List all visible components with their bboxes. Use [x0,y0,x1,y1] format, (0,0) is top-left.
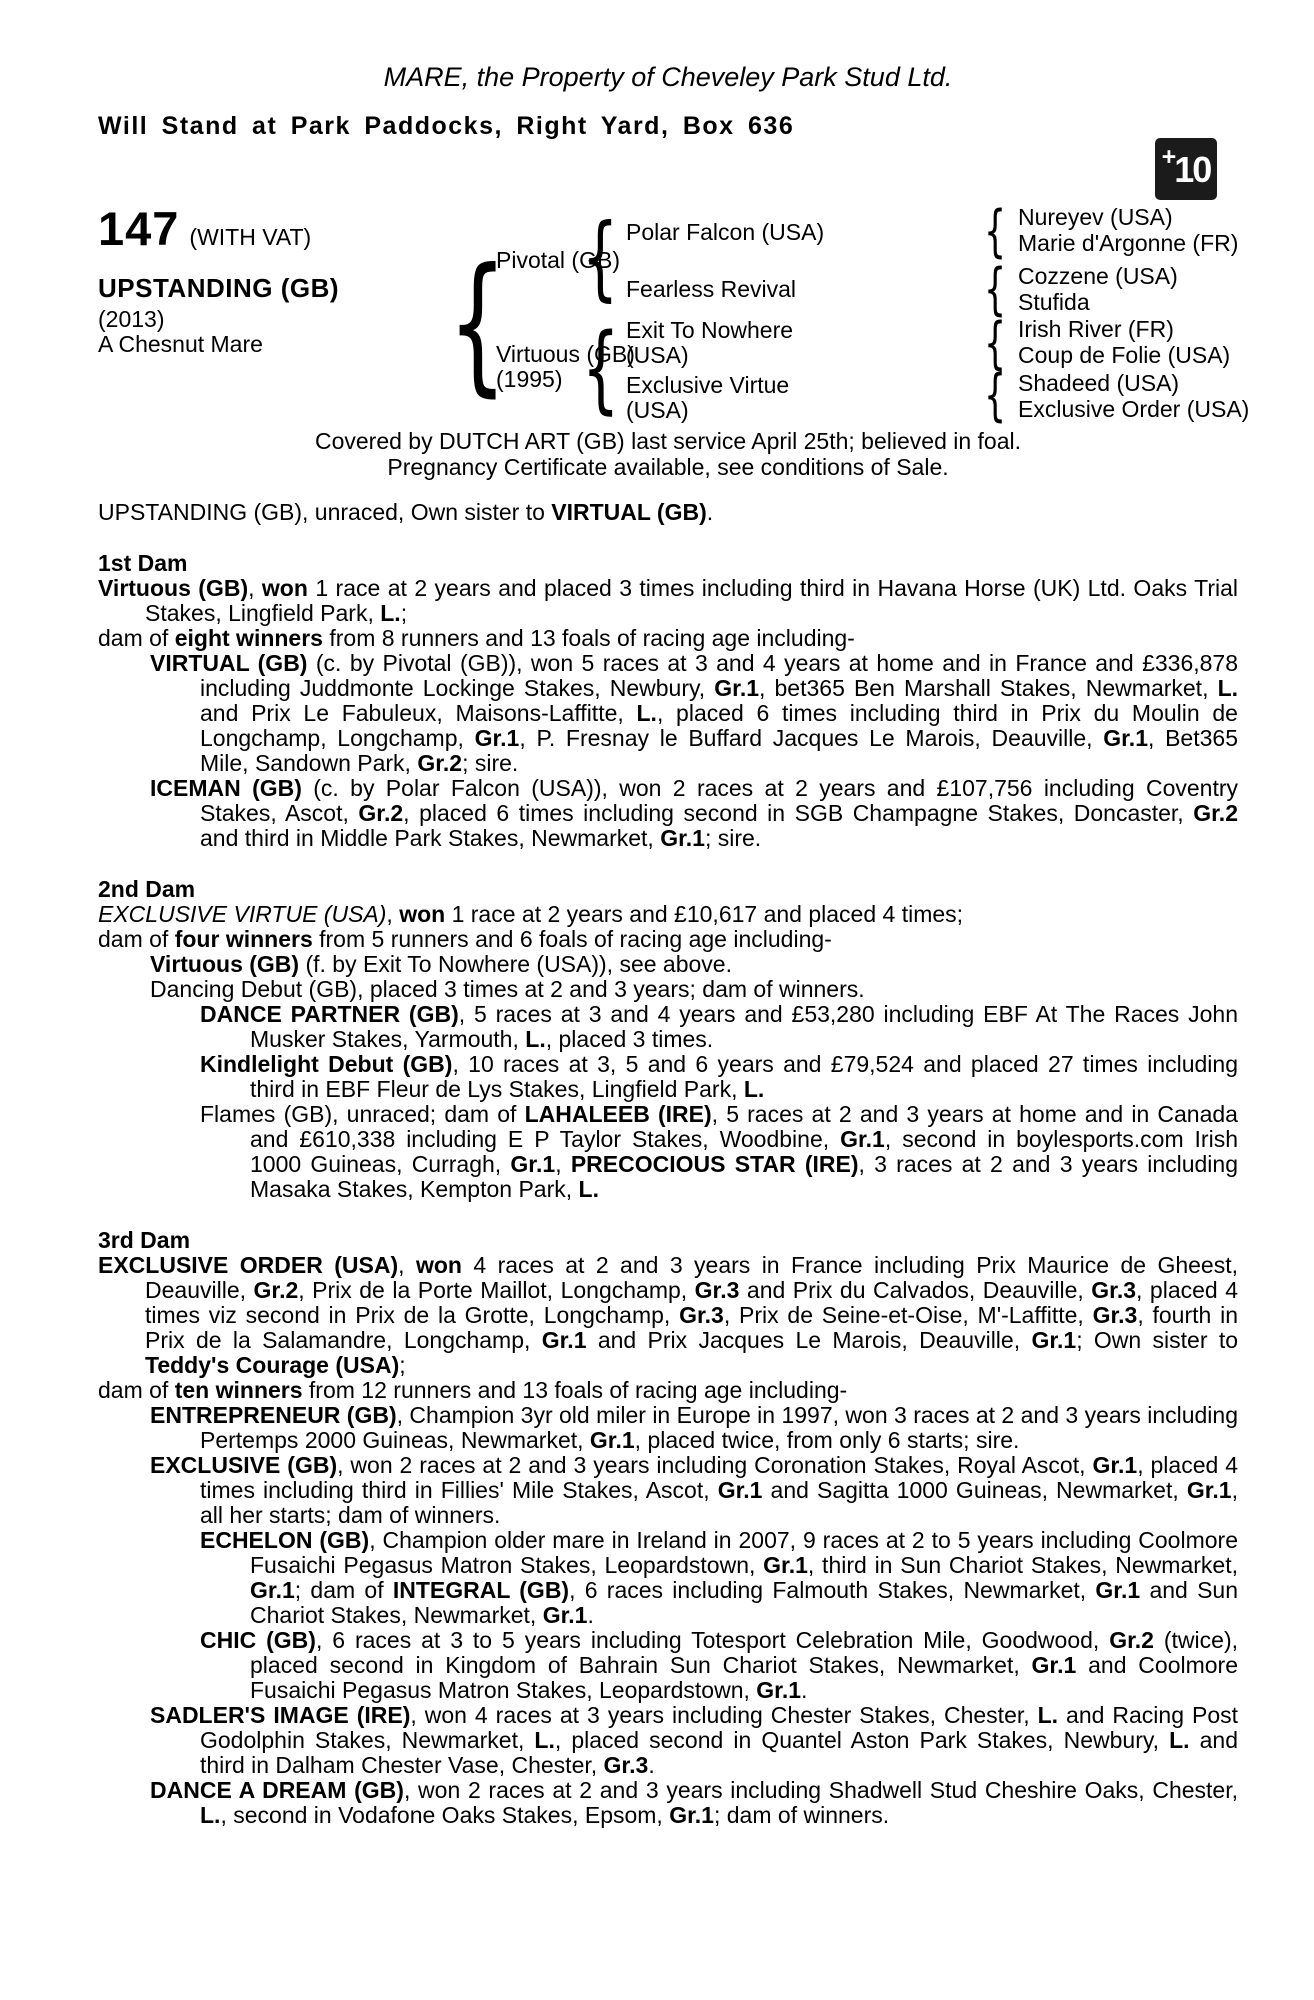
text-segment: , Prix de la Porte Maillot, Longchamp, [298,1277,695,1303]
great-grandparents-pair [1018,316,1314,368]
text-segment: won [415,1252,462,1278]
dam-section [98,1228,1238,1828]
granddam-name: Exclusive Virtue (USA) [626,372,790,423]
stand-location-line: Will Stand at Park Paddocks, Right Yard, Box 636 [98,112,795,140]
text-segment: and Sun Chariot Stakes, Newmarket, [250,1577,1239,1628]
text-segment: , placed 3 times. [545,1026,714,1052]
text-segment: ICEMAN (GB) [150,775,302,801]
text-segment: Gr.3 [679,1302,724,1328]
text-segment: , placed twice, from only 6 starts; sire. [634,1427,1020,1453]
page-title: MARE, the Property of Cheveley Park Stud Ltd. [383,62,953,92]
text-segment: Gr.1 [589,1427,635,1453]
pedigree-text-paragraph [98,626,1238,651]
text-segment: SADLER'S IMAGE (IRE) [150,1702,411,1728]
text-segment: dam of [98,1377,175,1403]
text-segment: Flames (GB), unraced; dam of [200,1101,525,1127]
text-segment: , placed 4 times including third in Fillies' Mile Stakes, Ascot, [200,1452,1238,1503]
text-segment: Gr.1 [1031,1327,1077,1353]
text-segment: , 5 races at 2 and 3 years at home and in Canada and £610,338 including E P Taylor Stakes, Woodbine, [250,1101,1238,1152]
text-segment: ; sire. [704,825,762,851]
dam-heading: 3rd Dam [98,1227,191,1253]
text-segment: , bet365 Ben Marshall Stakes, Newmarket, [759,675,1218,701]
text-segment: and third in Middle Park Stakes, Newmarket, [200,825,661,851]
ancestor-name: Shadeed (USA) [1018,370,1180,396]
text-segment: ; sire. [462,750,519,776]
text-segment: Gr.2 [253,1277,299,1303]
brace-icon [984,369,1006,423]
text-segment: CHIC (GB) [200,1627,316,1653]
text-segment: , all her starts; dam of winners. [200,1477,1238,1528]
lot-number: 147 [98,202,180,255]
text-segment: L. [380,600,401,626]
pedigree-text-paragraph [98,952,1238,977]
pedigree-text-paragraph [98,1703,1238,1778]
text-segment: Gr.1 [510,1151,556,1177]
text-segment: INTEGRAL (GB) [392,1577,570,1603]
grandsire-name: Exit To Nowhere (USA) [626,317,794,368]
horse-name: UPSTANDING (GB) [98,273,340,303]
text-segment: , won 4 races at 3 years including Chester Stakes, Chester, [410,1702,1038,1728]
pregnancy-line: Pregnancy Certificate available, see conditions of Sale. [387,454,949,480]
text-segment: (c. by Pivotal (GB)), won 5 races at 3 and 4 years at home and in France and £336,878 including Juddmonte Lockinge Stakes, Newbury, [200,650,1239,701]
covering-statement [98,428,1238,480]
text-segment: , Champion older mare in Ireland in 2007, 9 races at 2 to 5 years including Coolmore Fusaichi Pegasus Matron Stakes, Leopardstown, [250,1527,1238,1578]
text-segment: (twice), placed second in Kingdom of Bahrain Sun Chariot Stakes, Newmarket, [250,1627,1238,1678]
text-segment: Gr.3 [694,1277,740,1303]
text-segment: 1 race at 2 years and placed 3 times including third in Havana Horse (UK) Ltd. Oaks Trial Stakes, Lingfield Park, [145,575,1238,626]
text-segment: L. [1037,1702,1059,1728]
ancestor-name: Stufida [1018,289,1090,315]
pedigree-chart [98,168,1250,423]
text-segment: dam of [98,926,175,952]
pedigree-text-paragraph [98,576,1238,626]
text-segment: L. [1169,1727,1190,1753]
text-segment: from 5 runners and 6 foals of racing age including- [312,926,832,952]
grandsire-name: Polar Falcon (USA) [626,219,825,245]
pedigree-text-paragraph [98,1628,1238,1703]
granddam-name: Fearless Revival [626,276,796,302]
text-segment: ; [399,1352,406,1378]
vat-note: (WITH VAT) [189,224,312,250]
pedigree-text-paragraph [98,1253,1238,1378]
text-segment: L. [1217,675,1239,701]
brace-icon [984,205,1006,259]
text-segment: EXCLUSIVE ORDER (USA) [98,1252,399,1278]
text-segment: , placed 4 times viz second in Prix de la Grotte, Longchamp, [145,1277,1238,1328]
text-segment: , placed 6 times including second in SGB Champagne Stakes, Doncaster, [403,800,1194,826]
dam-section [98,551,1238,851]
text-segment: EXCLUSIVE (GB) [150,1452,338,1478]
text-segment: and Coolmore Fusaichi Pegasus Matron Stakes, Leopardstown, [250,1652,1238,1703]
brace-icon [984,263,1006,317]
text-segment: Gr.3 [1091,1277,1137,1303]
text-segment: L. [534,1727,555,1753]
text-segment: PRECOCIOUS STAR (IRE) [570,1151,859,1177]
ancestor-name: Cozzene (USA) [1018,263,1178,289]
pedigree-text-paragraph [98,1528,1238,1628]
text-segment: Gr.1 [1103,725,1148,751]
pedigree-text-paragraph [98,1378,1238,1403]
text-segment: DANCE PARTNER (GB) [200,1001,459,1027]
text-segment: , 6 races at 3 to 5 years including Totesport Celebration Mile, Goodwood, [315,1627,1110,1653]
pedigree-text-paragraph [98,902,1238,927]
text-segment: , won 2 races at 2 and 3 years including Shadwell Stud Cheshire Oaks, Chester, [403,1777,1238,1803]
sire-name: Pivotal (GB) [496,247,620,273]
text-segment: Gr.2 [417,750,463,776]
lot-line [98,204,398,254]
text-segment: VIRTUAL (GB) [150,650,308,676]
text-segment: , second in boylesports.com Irish 1000 Guineas, Curragh, [250,1126,1238,1177]
text-segment: Dancing Debut (GB), placed 3 times at 2 and 3 years; dam of winners. [150,976,865,1002]
great-grandparents-pair [1018,204,1314,256]
text-segment: dam of [98,625,175,651]
dam-name [496,342,635,392]
great-grandparents-pair [1018,370,1314,422]
text-segment: ; [400,600,408,626]
text-segment: Gr.2 [358,800,404,826]
badge-number: 10 [1174,148,1211,190]
text-segment: and third in Dalham Chester Vase, Chester, [200,1727,1239,1778]
text-segment: Gr.1 [1095,1577,1141,1603]
text-segment: Kindlelight Debut (GB) [200,1051,453,1077]
dam-name-text: Virtuous (GB) [496,341,635,367]
text-segment: L. [578,1176,599,1202]
text-segment: LAHALEEB (IRE) [524,1101,712,1127]
summary-paragraph [98,500,1238,525]
dam-heading: 1st Dam [98,550,188,576]
dam-year: (1995) [496,366,563,392]
text-segment: won [399,901,446,927]
text-segment: ten winners [174,1377,303,1403]
dam-heading: 2nd Dam [98,876,196,902]
pedigree-text-paragraph [98,1453,1238,1528]
text-segment: , Bet365 Mile, Sandown Park, [200,725,1238,776]
pedigree-text-paragraph [98,1052,1238,1102]
text-segment: , 5 races at 3 and 4 years and £53,280 including EBF At The Races John Musker Stakes, Yarmouth, [250,1001,1239,1052]
text-segment: Gr.1 [763,1552,808,1578]
ancestor-name: Exclusive Order (USA) [1018,396,1250,422]
text-segment: and Prix Jacques Le Marois, Deauville, [586,1327,1032,1353]
text-segment: (f. by Exit To Nowhere (USA)), see above. [299,951,732,977]
text-segment: from 12 runners and 13 foals of racing age including- [302,1377,848,1403]
text-segment: . [706,499,714,525]
text-segment: and Sagitta 1000 Guineas, Newmarket, [762,1477,1187,1503]
pedigree-text-paragraph [98,1102,1238,1202]
text-segment: Gr.1 [1031,1652,1077,1678]
text-segment: Gr.1 [717,1477,763,1503]
ancestor-name: Coup de Folie (USA) [1018,342,1231,368]
plus-icon: + [1161,143,1177,171]
text-segment: ENTREPRENEUR (GB) [150,1402,397,1428]
text-segment: Gr.1 [541,1327,587,1353]
great-grandparents-pair [1018,263,1314,315]
ancestor-name: Irish River (FR) [1018,316,1174,342]
text-segment: ; Own sister to [1076,1327,1238,1353]
text-segment: Gr.2 [1193,800,1238,826]
text-segment: Gr.3 [603,1752,649,1778]
text-segment: VIRTUAL (GB) [551,499,707,525]
pedigree-text-paragraph [98,1403,1238,1453]
text-segment: Gr.1 [756,1677,802,1703]
text-segment: Virtuous (GB) [98,575,249,601]
pedigree-text-paragraph [98,776,1238,851]
pedigree-text-paragraph [98,977,1238,1002]
text-segment: UPSTANDING (GB), unraced, Own sister to [98,499,552,525]
pedigree-text-paragraph [98,1002,1238,1052]
text-segment: from 8 runners and 13 foals of racing age including- [322,625,855,651]
text-segment: eight winners [174,625,323,651]
text-segment: DANCE A DREAM (GB) [150,1777,404,1803]
text-segment: EXCLUSIVE VIRTUE (USA) [98,901,387,927]
text-segment: . [801,1677,808,1703]
text-segment: four winners [174,926,313,952]
text-segment: L. [525,1026,546,1052]
text-segment: L. [636,700,657,726]
pedigree-text [98,551,1238,1828]
text-segment: won [261,575,308,601]
text-segment: Gr.2 [1109,1627,1154,1653]
text-segment: , fourth in Prix de la Salamandre, Longchamp, [145,1302,1238,1353]
covered-line: Covered by DUTCH ART (GB) last service April 25th; believed in foal. [314,428,1022,454]
text-segment: and Prix du Calvados, Deauville, [739,1277,1092,1303]
text-segment: and Prix Le Fabuleux, Maisons-Laffitte, [200,700,637,726]
text-segment: Gr.1 [1092,1452,1138,1478]
pedigree-text-paragraph [98,927,1238,952]
horse-year: (2013) [98,306,165,332]
text-segment: , P. Fresnay le Buffard Jacques Le Marois, Deauville, [519,725,1104,751]
text-segment: . [587,1602,594,1628]
horse-description: A Chesnut Mare [98,331,263,357]
dam-section [98,877,1238,1202]
pedigree-text-paragraph [98,651,1238,776]
text-segment: ; dam of [294,1577,393,1603]
text-segment: . [648,1752,655,1778]
text-segment: , 3 races at 2 and 3 years including Masaka Stakes, Kempton Park, [250,1151,1238,1202]
text-segment: Gr.1 [714,675,760,701]
text-segment: Gr.3 [1092,1302,1138,1328]
text-segment: , third in Sun Chariot Stakes, Newmarket, [807,1552,1238,1578]
text-segment: , 10 races at 3, 5 and 6 years and £79,524 and placed 27 times including third in EBF Fleur de Lys Stakes, Lingfield Park, [250,1051,1238,1102]
text-segment: Gr.1 [542,1602,588,1628]
text-segment: Gr.1 [474,725,520,751]
text-segment: 4 races at 2 and 3 years in France including Prix Maurice de Gheest, Deauville, [145,1252,1238,1303]
text-segment: ; dam of winners. [713,1802,890,1828]
text-segment: , second in Vodafone Oaks Stakes, Epsom, [220,1802,670,1828]
text-segment: , Prix de Seine-et-Oise, M'-Laffitte, [723,1302,1093,1328]
text-segment: Teddy's Courage (USA) [145,1352,400,1378]
text-segment: Gr.1 [1186,1477,1232,1503]
text-segment: L. [743,1076,765,1102]
text-segment: Gr.1 [669,1802,714,1828]
text-segment: , Champion 3yr old miler in Europe in 1997, won 3 races at 2 and 3 years including Pertemps 2000 Guineas, Newmarket, [200,1402,1238,1453]
text-segment: , placed 6 times including third in Prix du Moulin de Longchamp, Longchamp, [200,700,1238,751]
text-segment: Gr.1 [660,825,705,851]
text-segment: , won 2 races at 2 and 3 years including Coronation Stakes, Royal Ascot, [337,1452,1093,1478]
text-segment: , [398,1252,416,1278]
text-segment: L. [200,1802,221,1828]
text-segment: , 6 races including Falmouth Stakes, Newmarket, [569,1577,1096,1603]
text-segment: (c. by Polar Falcon (USA)), won 2 races at 2 years and £107,756 including Coventry Stakes, Ascot, [200,775,1238,826]
text-segment: and Racing Post Godolphin Stakes, Newmarket, [200,1702,1238,1753]
ancestor-name: Nureyev (USA) [1018,204,1173,230]
text-segment: , [248,575,262,601]
lot-info [98,204,398,357]
pedigree-text-paragraph [98,1778,1238,1828]
text-segment: Virtuous (GB) [150,951,300,977]
ancestor-name: Marie d'Argonne (FR) [1018,230,1239,256]
text-segment: Gr.1 [250,1577,295,1603]
text-segment: , [555,1151,571,1177]
text-segment: , [386,901,400,927]
text-segment: , placed second in Quantel Aston Park Stakes, Newbury, [554,1727,1170,1753]
text-segment: ECHELON (GB) [200,1527,370,1553]
text-segment: 1 race at 2 years and £10,617 and placed 4 times; [445,901,964,927]
text-segment: Gr.1 [840,1126,885,1152]
